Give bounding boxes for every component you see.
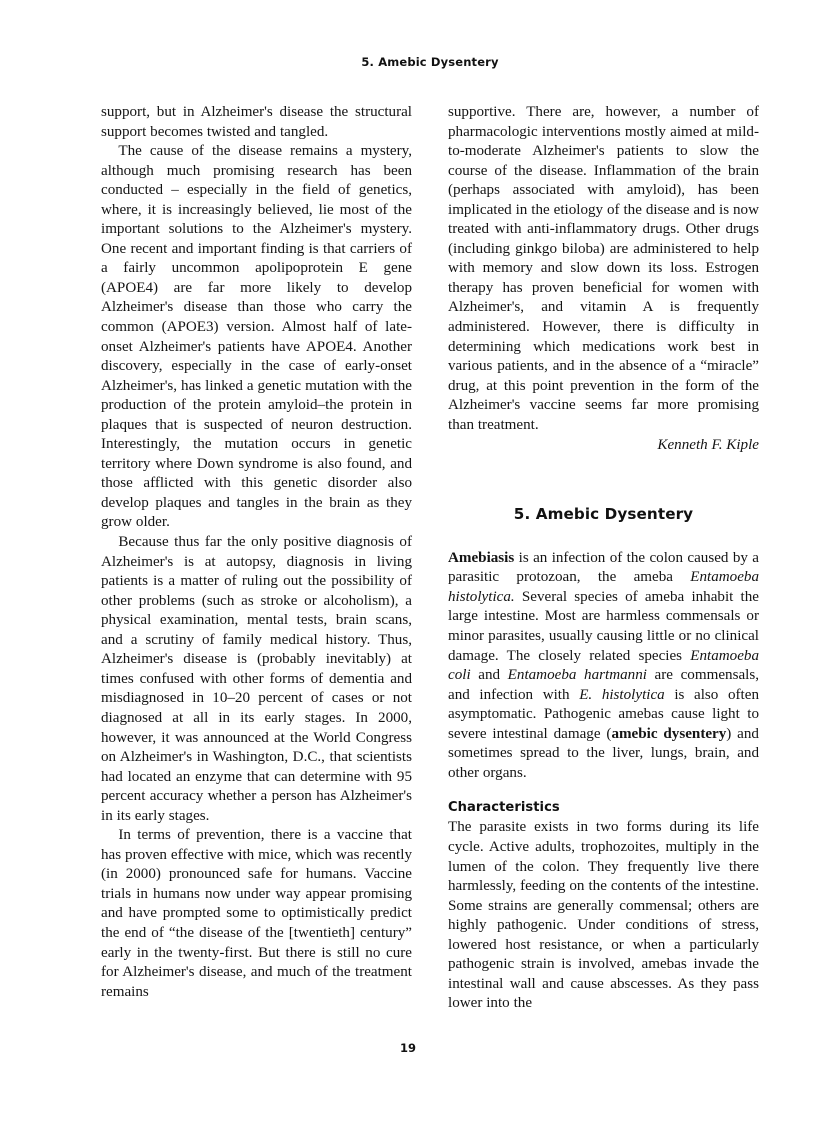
amebiasis-segment-5: is also often asymptomatic. Pathogenic amebas cause light to severe intestinal damage ( [448, 686, 760, 742]
two-column-text-body [101, 103, 759, 1013]
amebiasis-segment-2: Several species of ameba inhabit the large intestine. Most are harmless commensals or minor parasites, usually causing little or no clinical damage. The closely related species [448, 588, 759, 664]
paragraph-support-continued: support, but in Alzheimer's disease the structural support becomes twisted and tangled. [101, 104, 412, 140]
amebiasis-segment-6: ) and sometimes spread to the liver, lungs, brain, and other organs. [448, 725, 759, 781]
section-heading-amebic-dysentery: 5. Amebic Dysentery [513, 504, 694, 523]
paragraph-prevention: In terms of prevention, there is a vaccine that has proven effective with mice, which was recently (in 2000) pronounced safe for humans. Vaccine trials in humans now under way appear promising and have prompted some to optimistically predict the end of “the disease of the [twentieth] century” early in the twenty-first. But there is still no cure for Alzheimer's disease, and much of the treatment remains [101, 827, 412, 1000]
subheading-spacer-above [448, 783, 759, 800]
page-number: 19 [399, 1041, 416, 1055]
term-amebic-dysentery: amebic dysentery [611, 725, 727, 742]
term-amebiasis: Amebiasis [448, 549, 515, 566]
paragraph-characteristics: The parasite exists in two forms during its life cycle. Active adults, trophozoites, multiply in the lumen of the colon. They frequently live there harmlessly, feeding on the contents of the intestine. Some strains are generally commensal; others are highly pathogenic. Under conditions of stress, lowered host resistance, or when a particularly pathogenic strain is involved, amebas invade the intestinal wall and cause abscesses. As they pass lower into the [448, 819, 759, 1012]
left-column [101, 103, 412, 1013]
right-column [448, 103, 759, 1013]
article-byline: Kenneth F. Kiple [657, 437, 759, 454]
species-entamoeba-hartmanni: Entamoeba hartmanni [507, 667, 647, 684]
heading-spacer-above [448, 456, 759, 505]
running-head: 5. Amebic Dysentery [361, 55, 499, 69]
paragraph-amebiasis-intro [448, 549, 759, 784]
amebiasis-segment-4: are commensals, and infection with [448, 667, 759, 703]
paragraph-cause-of-disease: The cause of the disease remains a mystery, although much promising research has been conducted – especially in the field of genetics, where, it is increasingly believed, lie most of the important solutions to the Alzheimer's mystery. One recent and important finding is that carriers of a fairly uncommon apolipoprotein E gene (APOE4) are far more likely to develop Alzheimer's disease than those who carry the common (APOE3) version. Almost half of late-onset Alzheimer's patients have APOE4. Another discovery, especially in the case of early-onset Alzheimer's, has linked a genetic mutation with the production of the protein amyloid–the protein in plaques that is suspected of neuron destruction. Interestingly, the mutation occurs in genetic territory where Down syndrome is also found, and those afflicted with this genetic disorder also develop plaques and tangles in the brain as they grow older. [101, 143, 412, 531]
species-entamoeba-coli: Entamoeba coli [448, 647, 759, 684]
amebiasis-segment-1: is an infection of the colon caused by a parasitic protozoan, the ameba [448, 549, 759, 586]
paragraph-supportive-treatment: supportive. There are, however, a number of pharmacologic interventions mostly aimed at mild-to-moderate Alzheimer's patients to slow the course of the disease. Inflammation of the brain (perhaps associated with amyloid), has been implicated in the etiology of the disease and is now treated with anti-inflammatory drugs. Other drugs (including ginkgo biloba) are administered to help with memory and slow down its loss. Estrogen therapy has proven beneficial for women with Alzheimer's, and vitamin A is frequently administered. However, there is difficulty in determining which medications work best in various patients, and in the absence of a “miracle” drug, at this point prevention in the form of the Alzheimer's vaccine seems far more promising than treatment. [448, 104, 759, 433]
species-e-histolytica-short: E. histolytica [579, 686, 665, 703]
subheading-characteristics: Characteristics [448, 800, 560, 816]
paragraph-diagnosis: Because thus far the only positive diagnosis of Alzheimer's is at autopsy, diagnosis in living patients is a matter of ruling out the possibility of other problems (such as stroke or alcoholism), a physical examination, mental tests, brain scans, and a scrutiny of family medical history. Thus, Alzheimer's disease is (probably inevitably) at times confused with other forms of dementia and misdiagnosed in 10–20 percent of cases or not diagnosed at all in its early stages. In 2000, however, it was announced at the World Congress on Alzheimer's in Washington, D.C., that scientists had located an enzyme that can determine with 95 percent accuracy whether a person has Alzheimer's in its early stages. [101, 534, 412, 824]
amebiasis-segment-3: and [470, 667, 508, 684]
species-entamoeba-histolytica: Entamoeba histolytica. [448, 569, 759, 605]
heading-spacer-below [448, 523, 759, 549]
